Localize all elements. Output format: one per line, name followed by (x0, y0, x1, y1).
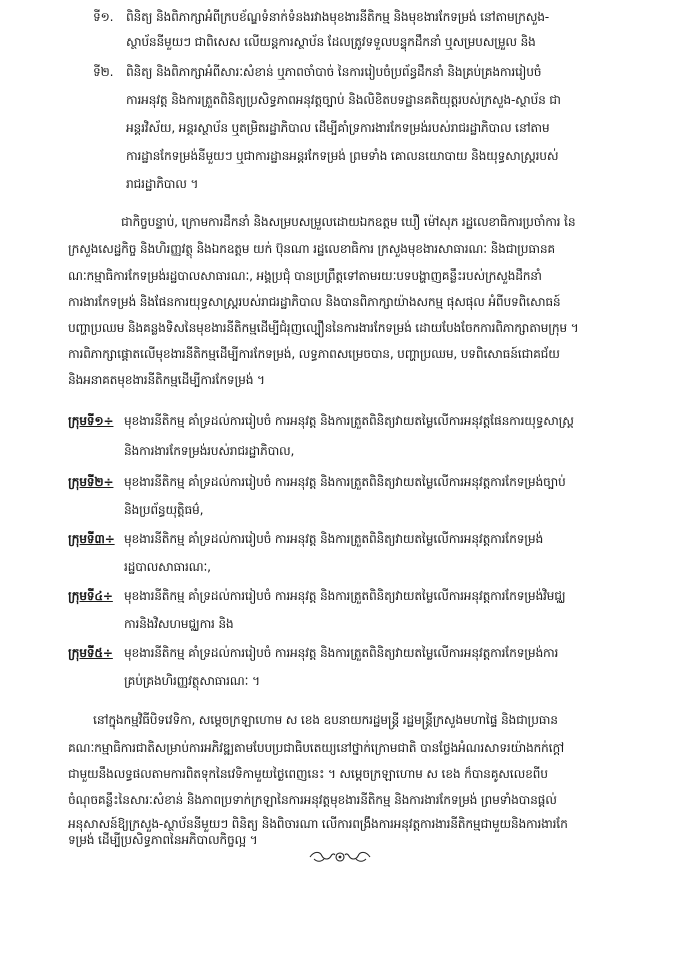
group-4-line-1: មុខងារនីតិកម្ម គាំទ្រដល់ការរៀបចំ ការអនុវត្ត និងការត្រួតពិនិត្យវាយតម្លៃលើការអនុវត្តការកែទម្រង់វិមជ្ឈ (124, 589, 566, 603)
group-1-label: ក្រុមទី១÷ (68, 414, 114, 428)
group-3-line-1: មុខងារនីតិកម្ម គាំទ្រដល់ការរៀបចំ ការអនុវត្ត និងការត្រួតពិនិត្យវាយតម្លៃលើការអនុវត្តការកែទម្រង់ (124, 532, 544, 546)
group-4-label: ក្រុមទី៤÷ (68, 589, 113, 603)
group-3-line-2: រដ្ឋបាលសាធារណៈ, (124, 560, 211, 574)
item-2-label: ទី២. (93, 65, 114, 79)
paragraph-2-line-2: គណៈកម្មាធិការជាតិសម្រាប់ការអភិវឌ្ឍតាមបែបប្រជាធិបតេយ្យនៅថ្នាក់ក្រោមជាតិ បានថ្លែងអំណរសាទរយ៉ាងកក់ក្តៅ (68, 741, 564, 755)
group-2-label: ក្រុមទី២÷ (68, 475, 114, 489)
paragraph-1-line-4: ការងារកែទម្រង់ និងផែនការយុទ្ធសាស្ត្ររបស់រាជរដ្ឋាភិបាល និងបានពិភាក្សាយ៉ាងសកម្ម ផុសផុល អំពីបទពិសោធន៍ (68, 295, 561, 309)
group-1-line-1: មុខងារនីតិកម្ម គាំទ្រដល់ការរៀបចំ ការអនុវត្ត និងការត្រួតពិនិត្យវាយតម្លៃលើការអនុវត្តផែនការយុទ្ធសាស្ត្រ (124, 414, 574, 428)
group-2-line-2: និងប្រព័ន្ធយុត្តិធម៌, (124, 503, 204, 517)
item-2-line-5: រាជរដ្ឋាភិបាល ។ (126, 177, 199, 191)
item-2-line-4: ការដ្ឋានកែទម្រង់នីមួយៗ ឬជាការដ្ឋានអន្តរកែទម្រង់ ព្រមទាំង គោលនយោបាយ និងយុទ្ធសាស្ត្ររបស់ (126, 149, 559, 163)
paragraph-2-line-4: ចំណុចគន្លឹះនៃសារៈសំខាន់ និងភាពប្រទាក់ក្រឡានៃការអនុវត្តមុខងារនីតិកម្ម និងការងារកែទម្រង់ ព្រមទាំងបានផ្តល់ (68, 793, 557, 807)
paragraph-1-line-3: ណៈកម្មាធិការកែទម្រង់រដ្ឋបាលសាធារណៈ, អង្គប្រជុំ បានប្រព្រឹត្តទៅតាមរយៈបទបង្ហាញគន្លឹះរបស់ក្រសួងដឹកនាំ (68, 269, 542, 283)
item-1-line-1: ពិនិត្យ និងពិភាក្សាអំពីក្របខ័ណ្ឌទំនាក់ទំនងរវាងមុខងារនីតិកម្ម និងមុខងារកែទម្រង់ នៅតាមក្រសួង- (126, 10, 549, 24)
group-2-line-1: មុខងារនីតិកម្ម គាំទ្រដល់ការរៀបចំ ការអនុវត្ត និងការត្រួតពិនិត្យវាយតម្លៃលើការអនុវត្តការកែទម្រង់ច្បាប់ (124, 475, 566, 489)
item-1-label: ទី១. (93, 10, 114, 24)
paragraph-1-line-2: ក្រសួងសេដ្ឋកិច្ច និងហិរញ្ញវត្ថុ និងឯកឧត្តម យក់ ប៊ុនណា រដ្ឋលេខាធិការ ក្រសួងមុខងារសាធារណៈ និងជាប្រធានគ (68, 242, 555, 256)
paragraph-1-line-1: ជាកិច្ចបន្ទាប់, ក្រោមការដឹកនាំ និងសម្របសម្រួលដោយឯកឧត្តម ឃឿ ម៉ៅសុភ រដ្ឋលេខាធិការប្រចាំការ នៃ (121, 215, 576, 229)
paragraph-1-line-7: និងអនាគតមុខងារនីតិកម្មដើម្បីការកែទម្រង់ ។ (68, 373, 265, 387)
item-2-line-1: ពិនិត្យ និងពិភាក្សាអំពីសារៈសំខាន់ ឬភាពចាំបាច់ នៃការរៀបចំប្រព័ន្ធដឹកនាំ និងគ្រប់គ្រងការរៀបចំ (126, 65, 542, 79)
group-5-label: ក្រុមទី៥÷ (68, 646, 113, 660)
paragraph-1-line-5: បញ្ហាប្រឈម និងគន្លងទិសនៃមុខងារនីតិកម្មដើម្បីជំរុញល្បឿននៃការងារកែទម្រង់ ដោយបែងចែកការពិភាក្សាតាមក្រុម ។ (68, 321, 579, 335)
paragraph-2-line-1: នៅក្នុងកម្មវិធីបិទវេទិកា, សម្តេចក្រឡាហោម ស ខេង ឧបនាយករដ្ឋមន្ត្រី រដ្ឋមន្ត្រីក្រសួងមហាផ្ទៃ និងជាប្រធាន (93, 713, 558, 727)
paragraph-1-line-6: ការពិភាក្សាផ្តោតលើមុខងារនីតិកម្មដើម្បីការកែទម្រង់, លទ្ធភាពសម្រេចបាន, បញ្ហាប្រឈម, បទពិសោធន៍ជោគជ័យ (68, 347, 560, 361)
item-2-line-3: អន្តរវិស័យ, អន្តរស្ថាប័ន ឬតម្រិតរដ្ឋាភិបាល ដើម្បីគាំទ្រការងារកែទម្រង់របស់រាជរដ្ឋាភិបាល នៅតាម (126, 121, 550, 135)
group-1-line-2: និងការងារកែទម្រង់របស់រាជរដ្ឋាភិបាល, (124, 444, 295, 458)
group-4-line-2: ការនិងវិសហមជ្ឈការ និង (124, 617, 234, 631)
group-3-label: ក្រុមទី៣÷ (68, 532, 115, 546)
paragraph-2-line-6: ទម្រង់ ដើម្បីប្រសិទ្ធភាពនៃអភិបាលកិច្ចល្អ ។ (68, 833, 258, 847)
decorative-flourish-icon (308, 850, 372, 864)
group-5-line-1: មុខងារនីតិកម្ម គាំទ្រដល់ការរៀបចំ ការអនុវត្ត និងការត្រួតពិនិត្យវាយតម្លៃលើការអនុវត្តការកែទម្រង់ការ (124, 646, 559, 660)
item-2-line-2: ការអនុវត្ត និងការត្រួតពិនិត្យប្រសិទ្ធភាពអនុវត្តច្បាប់ និងលិខិតបទដ្ឋានគតិយុត្តរបស់ក្រសួង-ស្ថាប័ន ជា (126, 93, 561, 107)
paragraph-2-line-3: ជាមួយនឹងលទ្ធផលតាមការពិតទុកនៃវេទិកាមួយថ្ងៃពេញនេះ ។ សម្តេចក្រឡាហោម ស ខេង ក៏បានគូសលេខពីប (68, 767, 548, 781)
item-1-line-2: ស្ថាប័ននីមួយៗ ជាពិសេស លើយន្តការស្ថាប័ន ដែលត្រូវទទួលបន្ទុកដឹកនាំ ឬសម្របសម្រួល និង (126, 35, 536, 49)
group-5-line-2: គ្រប់គ្រងហិរញ្ញវត្ថុសាធារណៈ ។ (124, 674, 260, 688)
paragraph-2-line-5: អនុសាសន៍ឱ្យក្រសួង-ស្ថាប័ននីមួយៗ ពិនិត្យ និងពិចារណា លើការពង្រឹងការអនុវត្តការងារនីតិកម្មជាមួយនិងការងារកែ (68, 817, 568, 831)
